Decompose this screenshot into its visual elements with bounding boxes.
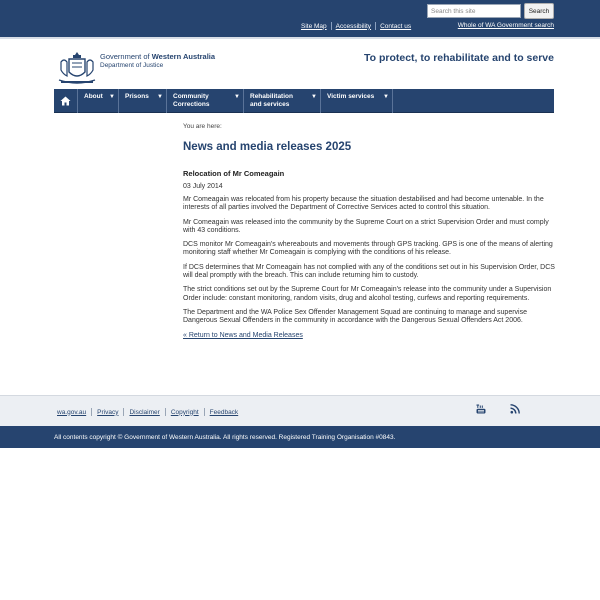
article bbox=[183, 169, 555, 339]
article-paragraph: DCS monitor Mr Comeagain's whereabouts and movements through GPS tracking. GPS is one of the means of alerting monitoring staff whether Mr Comeagain is complying with the conditions of his release. bbox=[183, 241, 553, 257]
chevron-down-icon: ▼ bbox=[311, 94, 317, 100]
accessibility-link[interactable]: Accessibility bbox=[335, 22, 372, 30]
footer-copyright-bar bbox=[0, 426, 600, 448]
disclaimer-link[interactable]: Disclaimer bbox=[129, 408, 160, 416]
nav-label: About bbox=[84, 93, 103, 100]
gov-name: Western Australia bbox=[151, 52, 216, 61]
chevron-down-icon: ▼ bbox=[383, 94, 389, 100]
article-paragraph: If DCS determines that Mr Comeagain has not complied with any of the conditions set out in his Supervision Order, DCS will deal promptly with the breach. This can include returning him to custody. bbox=[183, 263, 555, 280]
article-paragraph: Mr Comeagain was released into the community by the Supreme Court on a strict Supervision Order and must comply with 43 conditions. bbox=[183, 218, 549, 234]
divider bbox=[123, 408, 124, 416]
rss-icon[interactable] bbox=[510, 404, 520, 414]
department-label: Department of Justice bbox=[100, 62, 164, 69]
divider bbox=[165, 408, 166, 416]
divider bbox=[375, 22, 376, 30]
article-paragraph: The strict conditions set out by the Supreme Court for Mr Comeagain's release into the community under a Supervision Order include: constant monitoring, random visits, drug and alcohol testing, curfews and reporting requirements. bbox=[183, 286, 552, 302]
copyright-link[interactable]: Copyright bbox=[170, 408, 199, 416]
government-label bbox=[100, 52, 215, 61]
top-utility-bar bbox=[0, 0, 600, 37]
divider bbox=[204, 408, 205, 416]
nav-victim-services[interactable] bbox=[321, 89, 393, 113]
wa-government-search-link[interactable]: Whole of WA Government search bbox=[457, 22, 554, 29]
divider bbox=[0, 37, 600, 39]
privacy-link[interactable]: Privacy bbox=[97, 408, 119, 416]
agency-name bbox=[100, 52, 215, 70]
coat-of-arms-logo[interactable] bbox=[55, 50, 99, 86]
nav-community-corrections[interactable] bbox=[167, 89, 244, 113]
nav-label: Victim services bbox=[327, 93, 375, 100]
feedback-link[interactable]: Feedback bbox=[209, 408, 239, 416]
article-paragraph: Mr Comeagain was relocated from his property because the situation destabilised and had become untenable. In the interests of all parties involved the Department of Corrective Services acted to control this situation. bbox=[183, 196, 544, 212]
return-to-news-link[interactable]: « Return to News and Media Releases bbox=[183, 331, 303, 339]
copyright-text: All contents copyright © Government of Western Australia. All rights reserved. Registered Training Organisation #0843. bbox=[54, 434, 396, 441]
nav-rehabilitation-services[interactable] bbox=[244, 89, 321, 113]
nav-prisons[interactable] bbox=[119, 89, 167, 113]
contact-us-link[interactable]: Contact us bbox=[380, 22, 412, 30]
nav-about[interactable] bbox=[78, 89, 119, 113]
nav-home[interactable] bbox=[54, 89, 78, 113]
utility-links bbox=[301, 22, 411, 30]
chevron-down-icon: ▼ bbox=[109, 94, 115, 100]
footer-links-bar bbox=[0, 395, 600, 426]
site-map-link[interactable]: Site Map bbox=[301, 22, 327, 30]
search-button[interactable]: Search bbox=[524, 3, 554, 19]
tagline: To protect, to rehabilitate and to serve bbox=[363, 52, 554, 64]
home-icon bbox=[60, 96, 71, 106]
main-nav bbox=[54, 89, 554, 113]
article-paragraph: The Department and the WA Police Sex Offender Management Squad are continuing to manage and supervise Dangerous Sexual Offenders in the community in accordance with the Dangerous Sexual Offenders Act 2006. bbox=[183, 308, 527, 325]
search-input[interactable] bbox=[427, 4, 521, 18]
divider bbox=[331, 22, 332, 30]
page-title: News and media releases 2025 bbox=[183, 141, 352, 153]
article-headline: Relocation of Mr Comeagain bbox=[183, 169, 285, 178]
wa-gov-link[interactable]: wa.gov.au bbox=[57, 408, 87, 416]
nav-label: Community Corrections bbox=[173, 93, 210, 108]
chevron-down-icon: ▼ bbox=[157, 94, 163, 100]
gov-prefix: Government of bbox=[100, 52, 152, 61]
article-date: 03 July 2014 bbox=[183, 183, 223, 190]
nav-label: Rehabilitation and services bbox=[250, 93, 293, 108]
divider bbox=[91, 408, 92, 416]
footer-links bbox=[57, 408, 238, 416]
youtube-icon[interactable] bbox=[476, 404, 486, 414]
chevron-down-icon: ▼ bbox=[234, 94, 240, 100]
breadcrumb: You are here: bbox=[183, 123, 222, 130]
nav-label: Prisons bbox=[125, 93, 149, 100]
